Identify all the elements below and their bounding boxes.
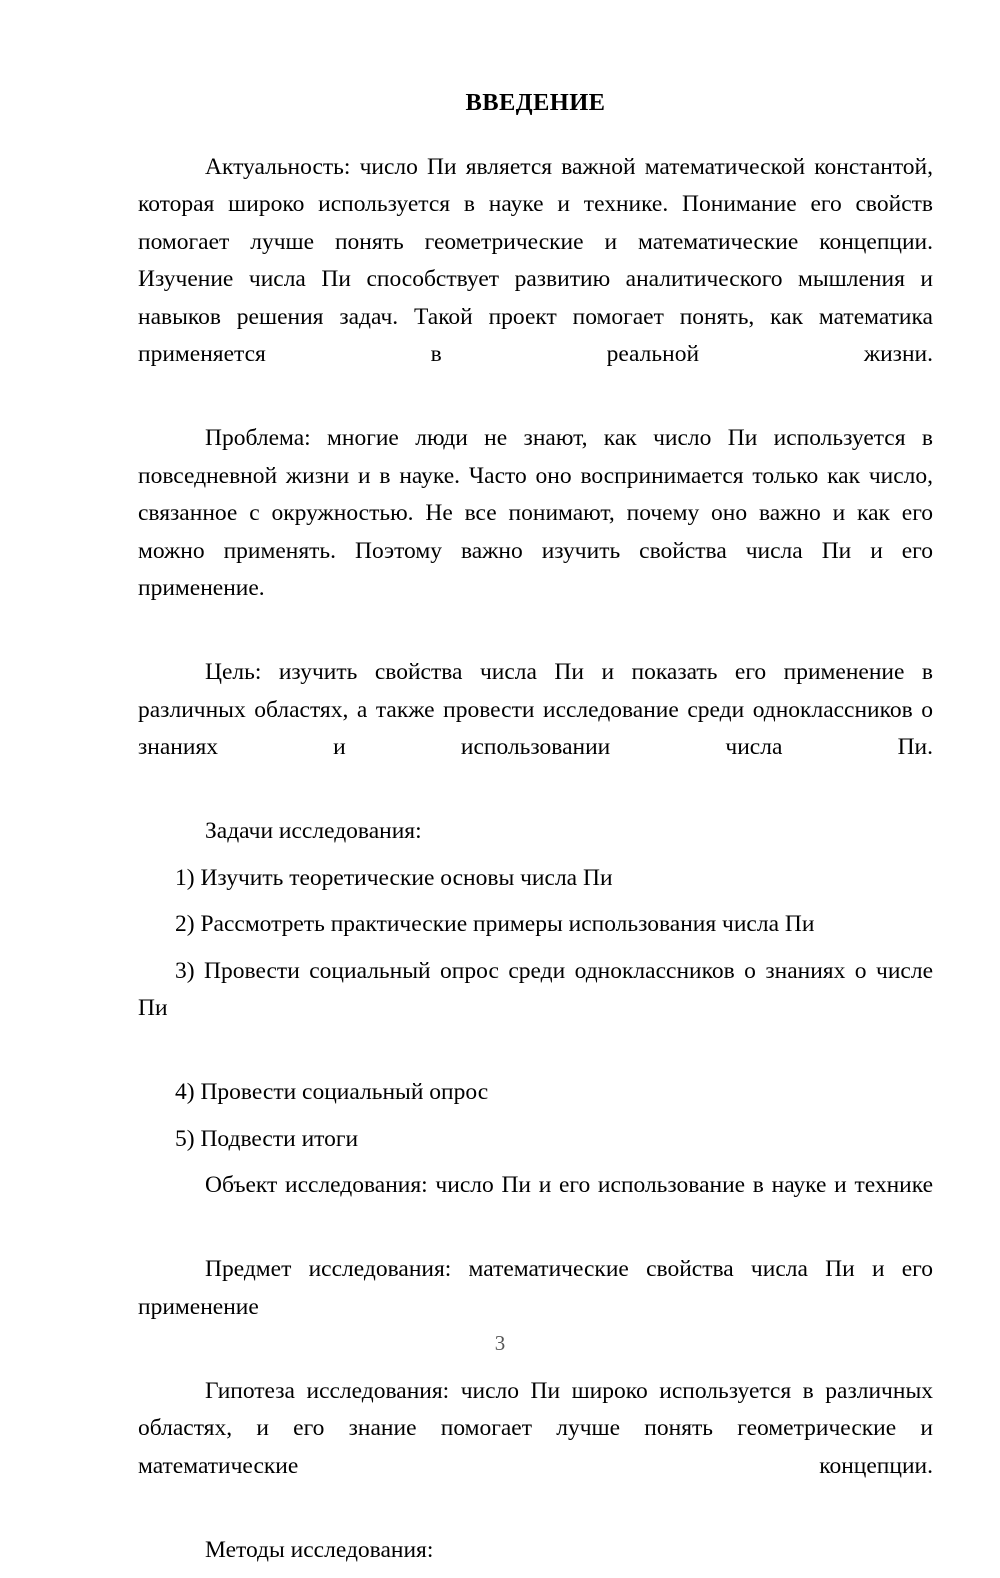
paragraph-problem: Проблема: многие люди не знают, как число Пи используется в повседневной жизни и в науке. Часто оно воспринимается только как число, связанное с окружностью. Не все понимают, почему оно важно и как его можно применять. Поэтому важно изучить свойства числа Пи и его применение.	[138, 425, 933, 602]
page-title: ВВЕДЕНИЕ	[465, 89, 606, 116]
list-item	[138, 953, 933, 1066]
methods-heading: Методы исследования:	[205, 1536, 434, 1563]
paragraph-object: Объект исследования: число Пи и его использование в науке и технике	[205, 1172, 933, 1199]
list-item-number: 1)	[175, 864, 195, 891]
list-item-label: Рассмотреть практические примеры использования числа Пи	[200, 911, 815, 938]
list-item-label: Провести социальный опрос среди одноклассников о знаниях о числе Пи	[138, 957, 934, 1022]
tasks-heading: Задачи исследования:	[205, 818, 422, 845]
paragraph-goal: Цель: изучить свойства числа Пи и показать его применение в различных областях, а также провести исследование среди одноклассников о знаниях и использовании числа Пи.	[138, 659, 933, 761]
list-item-number: 5)	[175, 1125, 195, 1152]
paragraph-hypothesis: Гипотеза исследования: число Пи широко используется в различных областях, и его знание помогает лучше понять геометрические и математические концепции.	[138, 1377, 933, 1479]
paragraph-subject: Предмет исследования: математические свойства числа Пи и его применение	[138, 1256, 933, 1320]
list-item-number: 2)	[175, 911, 195, 938]
list-item-label: Подвести итоги	[200, 1125, 359, 1152]
list-item	[138, 1121, 933, 1159]
list-item-number: 4)	[175, 1079, 195, 1106]
list-item	[138, 1074, 933, 1112]
list-item	[138, 860, 933, 898]
list-item-label: Провести социальный опрос	[200, 1079, 489, 1106]
paragraph-relevance: Актуальность: число Пи является важной математической константой, которая широко используется в науке и технике. Понимание его свойств помогает лучше понять геометрические и математические концепции. Изучение числа Пи способствует развитию аналитического мышления и навыков решения задач. Такой проект помогает понять, как математика применяется в реальной жизни.	[138, 153, 933, 368]
list-item-label: Изучить теоретические основы числа Пи	[200, 864, 613, 891]
page-number: 3	[494, 1331, 506, 1355]
list-item	[138, 906, 933, 944]
list-item-number: 3)	[175, 957, 195, 984]
